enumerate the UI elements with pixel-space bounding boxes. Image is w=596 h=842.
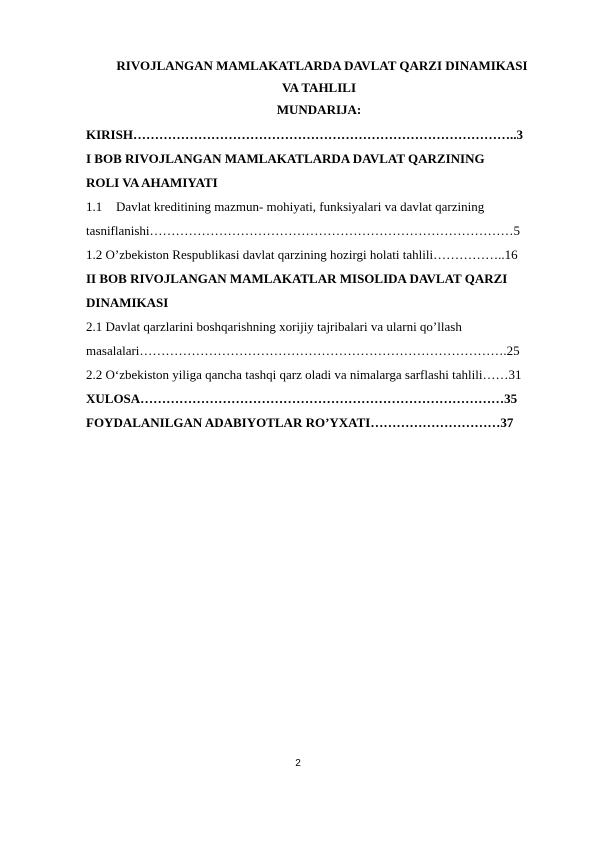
toc-chapter-1-line-2: ROLI VA AHAMIYATI [86, 175, 218, 190]
toc-section-number: 1.1 [86, 199, 103, 214]
document-title-line-2: VA TAHLILI [281, 80, 357, 95]
document-title-line-1: RIVOJLANGAN MAMLAKATLARDA DAVLAT QARZI DINAMIKASI [116, 58, 528, 73]
toc-section-1-2: 1.2 O’zbekiston Respublikasi davlat qarzining hozirgi holati tahlili……………..16 [86, 247, 518, 262]
page-number: 2 [295, 758, 301, 769]
toc-section-2-1-line-2: masalalari………………………………………………………………………….25 [86, 343, 520, 358]
toc-section-1-1-line-1 [86, 199, 554, 215]
toc-chapter-2-line-2: DINAMIKASI [86, 295, 169, 310]
toc-entry-xulosa: XULOSA…………………………………………………………………………35 [86, 391, 518, 406]
toc-chapter-1-line-1: I BOB RIVOJLANGAN MAMLAKATLARDA DAVLAT QARZINING [86, 151, 485, 166]
toc-entry-adabiyotlar: FOYDALANILGAN ADABIYOTLAR RO’YXATI…………………………37 [86, 415, 514, 430]
toc-section-title: Davlat kreditining mazmun- mohiyati, funksiyalari va davlat qarzining [116, 199, 485, 214]
toc-entry-kirish: KIRISH……………………………………………………………………………..3 [86, 127, 523, 142]
contents-heading: MUNDARIJA: [276, 102, 362, 117]
toc-chapter-2-line-1: II BOB RIVOJLANGAN MAMLAKATLAR MISOLIDA DAVLAT QARZI [86, 271, 508, 286]
toc-section-2-1-line-1: 2.1 Davlat qarzlarini boshqarishning xorijiy tajribalari va ularni qo’llash [86, 319, 462, 334]
toc-section-2-2: 2.2 O‘zbekiston yiliga qancha tashqi qarz oladi va nimalarga sarflashi tahlili……31 [86, 367, 522, 382]
toc-section-1-1-line-2: tasniflanishi…………………………………………………………………………5 [86, 223, 521, 238]
